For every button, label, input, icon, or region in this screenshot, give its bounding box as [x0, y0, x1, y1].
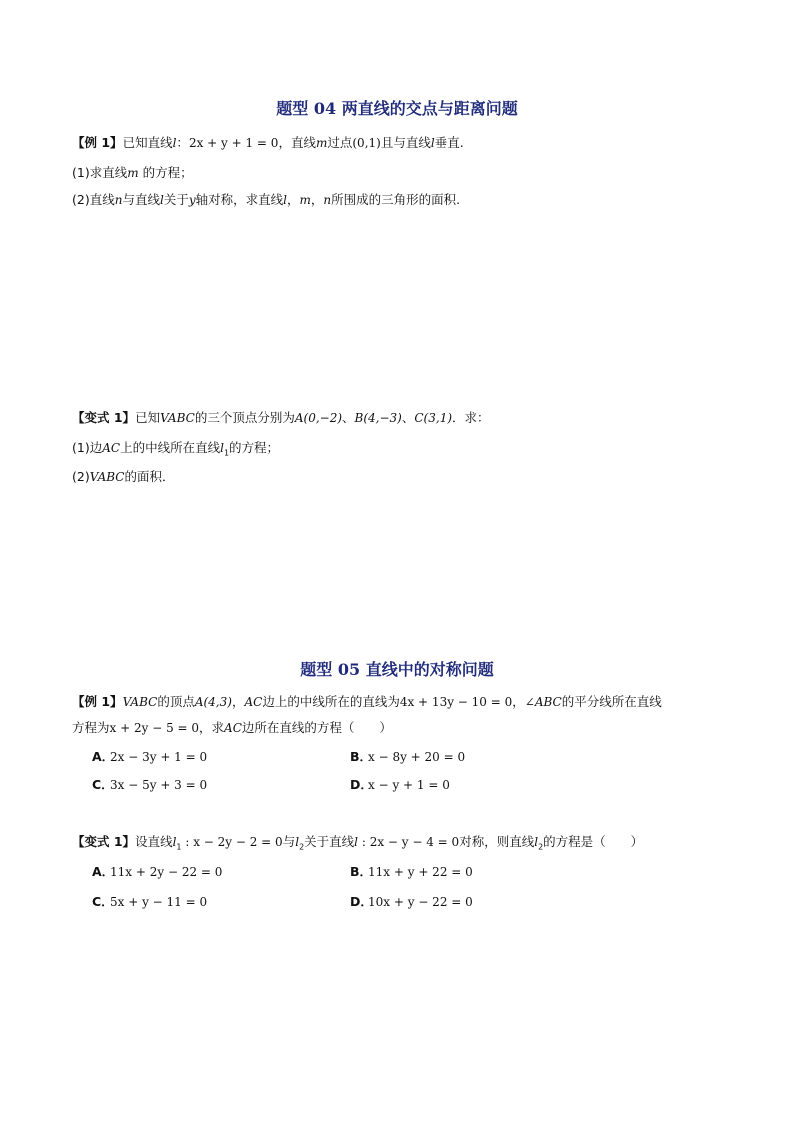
text: ， [310, 192, 324, 207]
segment-ac: AC [224, 721, 242, 735]
math-m: m [127, 166, 139, 180]
option-label: D． [350, 777, 373, 792]
text: 轴对称，求直线 [195, 192, 284, 207]
option-text: 3x − 5y + 3 = 0 [110, 778, 208, 792]
math-y: y [188, 193, 196, 207]
subscript: 1 [176, 842, 182, 852]
text: 关于 [163, 192, 189, 207]
option-label: B． [350, 864, 373, 879]
segment-ac: AC [102, 441, 121, 455]
math-l: l [283, 193, 287, 207]
text: 所围成的三角形的面积. [331, 192, 461, 207]
section-title-05: 题型 05 直线中的对称问题 [300, 660, 494, 679]
math-l: l [430, 136, 435, 150]
text: (1)求直线 [72, 165, 128, 180]
text: 已知 [135, 410, 161, 425]
text: 的面积． [124, 469, 175, 484]
text: 与 [282, 834, 296, 849]
option-text: x − 8y + 20 = 0 [368, 750, 466, 764]
option-b[interactable] [350, 749, 465, 765]
example-tag: 【例 1】 [72, 694, 123, 709]
example1-stem [72, 135, 464, 151]
option-a[interactable] [92, 749, 207, 765]
option-text: 11x + y + 22 = 0 [368, 865, 473, 879]
option-label: D． [350, 894, 373, 909]
text: 的方程是（ ） [543, 834, 644, 849]
option-a[interactable] [92, 864, 222, 880]
equation-l1: : x − 2y − 2 = 0 [181, 835, 283, 849]
text: 、 [401, 410, 415, 425]
angle-abc: ∠ABC [524, 695, 562, 709]
math-n: n [323, 193, 332, 207]
option-label: C． [92, 894, 114, 909]
text: ， [231, 694, 245, 709]
text: 且与直线 [380, 135, 431, 150]
example2-stem-line1 [72, 694, 662, 710]
option-text: 5x + y − 11 = 0 [110, 895, 208, 909]
point-a: A(0,−2) [294, 411, 343, 425]
text: ，求 [199, 720, 225, 735]
variant-tag: 【变式 1】 [72, 834, 136, 849]
segment-ac: AC [244, 695, 263, 709]
option-c[interactable] [92, 894, 207, 910]
text: ： [176, 135, 189, 150]
math-l: l [354, 835, 359, 849]
text: ，直线 [278, 135, 316, 150]
option-label: C． [92, 777, 114, 792]
math-l: l [172, 136, 177, 150]
variant1-stem [72, 410, 490, 426]
variant1-question2 [72, 469, 174, 485]
math-l: l [220, 441, 224, 455]
point-b: B(4,−3) [354, 411, 402, 425]
equation-l: : 2x − y − 4 = 0 [358, 835, 460, 849]
text: 边所在直线的方程（ ） [241, 720, 392, 735]
text: 边上的中线所在的直线为 [262, 694, 400, 709]
text: 对称，则直线 [459, 834, 535, 849]
option-text: 10x + y − 22 = 0 [368, 895, 473, 909]
point-a: A(4,3) [194, 695, 232, 709]
text: 的方程； [229, 440, 280, 455]
math-l: l [159, 193, 164, 207]
math-l: l [172, 835, 177, 849]
point: (0,1) [352, 136, 381, 150]
subscript: 1 [223, 448, 230, 458]
text: 设直线 [135, 834, 173, 849]
math-n: n [114, 193, 123, 207]
text: 的三个顶点分别为 [194, 410, 295, 425]
variant-tag: 【变式 1】 [72, 410, 136, 425]
text: 的顶点 [157, 694, 195, 709]
triangle-symbol: VABC [160, 411, 195, 425]
point-c: C(3,1) [414, 411, 453, 425]
example1-question2 [72, 192, 460, 208]
text: 、 [342, 410, 355, 425]
text: 的平分线所在直线 [561, 694, 662, 709]
text: 与直线 [122, 192, 160, 207]
option-c[interactable] [92, 777, 207, 793]
text: 关于直线 [304, 834, 355, 849]
option-label: A． [92, 749, 115, 764]
variant2-stem [72, 834, 643, 856]
equation-bisector: x + 2y − 5 = 0 [109, 721, 200, 735]
option-b[interactable] [350, 864, 473, 880]
equation-l: 2x + y + 1 = 0 [188, 136, 279, 150]
text: ， [512, 694, 525, 709]
text: 过点 [327, 135, 353, 150]
example2-stem-line2 [72, 720, 392, 736]
option-text: 11x + 2y − 22 = 0 [110, 865, 223, 879]
option-d[interactable] [350, 777, 450, 793]
triangle-symbol: VABC [122, 695, 158, 709]
option-text: x − y + 1 = 0 [368, 778, 450, 792]
text: ， [286, 192, 300, 207]
math-m: m [299, 193, 311, 207]
example-tag: 【例 1】 [72, 135, 123, 150]
triangle-symbol: VABC [89, 470, 125, 484]
section-title-04: 题型 04 两直线的交点与距离问题 [276, 99, 518, 118]
text: 方程为 [72, 720, 110, 735]
math-m: m [315, 136, 328, 150]
subscript: 2 [538, 842, 544, 852]
equation-median: 4x + 13y − 10 = 0 [399, 695, 513, 709]
text: 垂直. [434, 135, 464, 150]
option-label: A． [92, 864, 115, 879]
text: 的方程； [138, 165, 193, 180]
text: (2) [72, 469, 90, 484]
text: ．求： [452, 410, 490, 425]
text: 上的中线所在直线 [120, 440, 221, 455]
text: (1)边 [72, 440, 103, 455]
math-l: l [295, 835, 300, 849]
option-text: 2x − 3y + 1 = 0 [110, 750, 208, 764]
math-l: l [534, 835, 539, 849]
subscript: 2 [299, 842, 305, 852]
example1-question1 [72, 165, 193, 181]
variant1-question1 [72, 440, 279, 462]
option-d[interactable] [350, 894, 473, 910]
option-label: B． [350, 749, 373, 764]
text: 已知直线 [122, 135, 173, 150]
text: (2)直线 [72, 192, 115, 207]
